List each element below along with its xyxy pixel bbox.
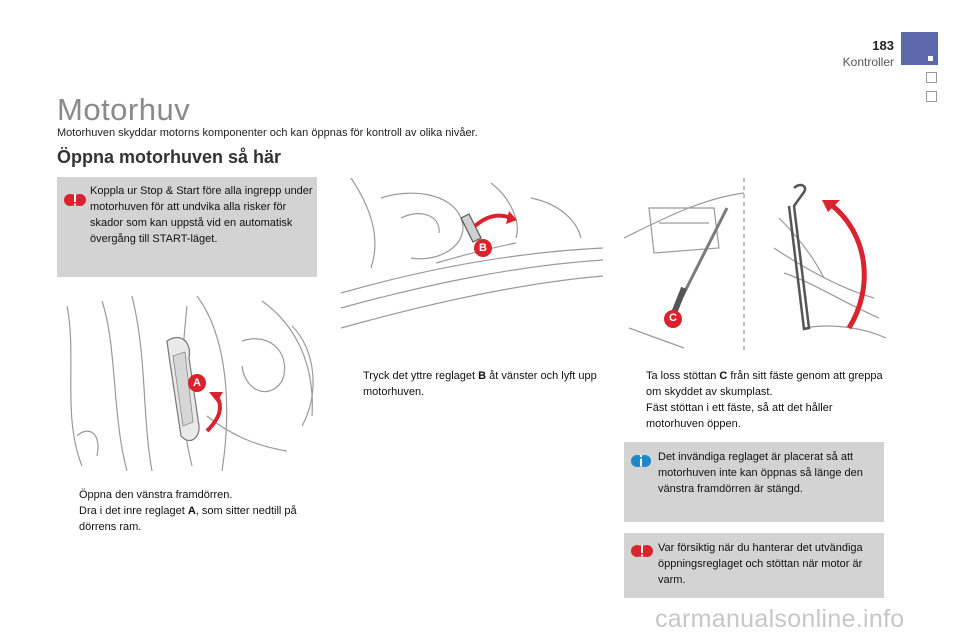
instruction-text: Fäst stöttan i ett fäste, så att det håller motorhuven öppen.: [646, 402, 833, 430]
section-tab-marker: [928, 56, 933, 61]
instruction-text: från sitt fäste genom att greppa om skyddet av skumplast.: [646, 370, 883, 398]
instruction-item: [57, 487, 322, 503]
instruction-text: Öppna den vänstra framdörren.: [79, 489, 233, 501]
instruction-text: åt vänster och lyft upp motorhuven.: [363, 370, 597, 398]
figure-door-release: [57, 296, 319, 471]
instruction-item: [341, 368, 601, 400]
instruction-item: [624, 400, 884, 432]
instruction-item: [624, 368, 884, 400]
figure-exterior-release: [341, 178, 603, 353]
info-note-text: Det invändiga reglaget är placerat så att motorhuven inte kan öppnas så länge den vänstra framdörren är stängd.: [658, 451, 863, 495]
tab-box: [926, 91, 937, 102]
instructions-prop-rod: [624, 368, 884, 432]
page-number: 183: [872, 38, 894, 53]
marker-b-label: B: [479, 242, 487, 254]
warning-icon: [64, 190, 86, 210]
instruction-text: , som sitter nedtill på dörrens ram.: [79, 505, 297, 533]
marker-a-label: A: [193, 377, 201, 389]
control-label-c: C: [719, 370, 728, 382]
instruction-item: [57, 503, 322, 535]
instructions-door: [57, 487, 322, 535]
warning-icon: [631, 541, 653, 561]
control-label-a: A: [187, 505, 196, 517]
instruction-text: Dra i det inre reglaget: [79, 505, 188, 517]
watermark: carmanualsonline.info: [655, 605, 905, 633]
section-heading: Öppna motorhuven så här: [57, 147, 282, 167]
instruction-text: Ta loss stöttan: [646, 370, 720, 382]
warning-note-text: Var försiktig när du hanterar det utvändiga öppningsreglaget och stöttan när motor är varm.: [658, 542, 863, 586]
tab-box: [926, 72, 937, 83]
warning-note-text: Koppla ur Stop & Start före alla ingrepp under motorhuven för att undvika alla risker för skador som kan uppstå vid en automatisk övergång till START-läget.: [90, 185, 313, 245]
page-title: Motorhuv: [57, 92, 191, 127]
marker-c-label: C: [669, 312, 677, 324]
page-subtitle: Motorhuven skyddar motorns komponenter och kan öppnas för kontroll av olika nivåer.: [57, 127, 478, 139]
control-label-b: B: [478, 370, 487, 382]
instructions-exterior: [341, 368, 601, 400]
figure-prop-rod: [624, 178, 886, 353]
section-name: Kontroller: [842, 55, 894, 69]
info-icon: [631, 451, 651, 471]
instruction-text: Tryck det yttre reglaget: [363, 370, 479, 382]
